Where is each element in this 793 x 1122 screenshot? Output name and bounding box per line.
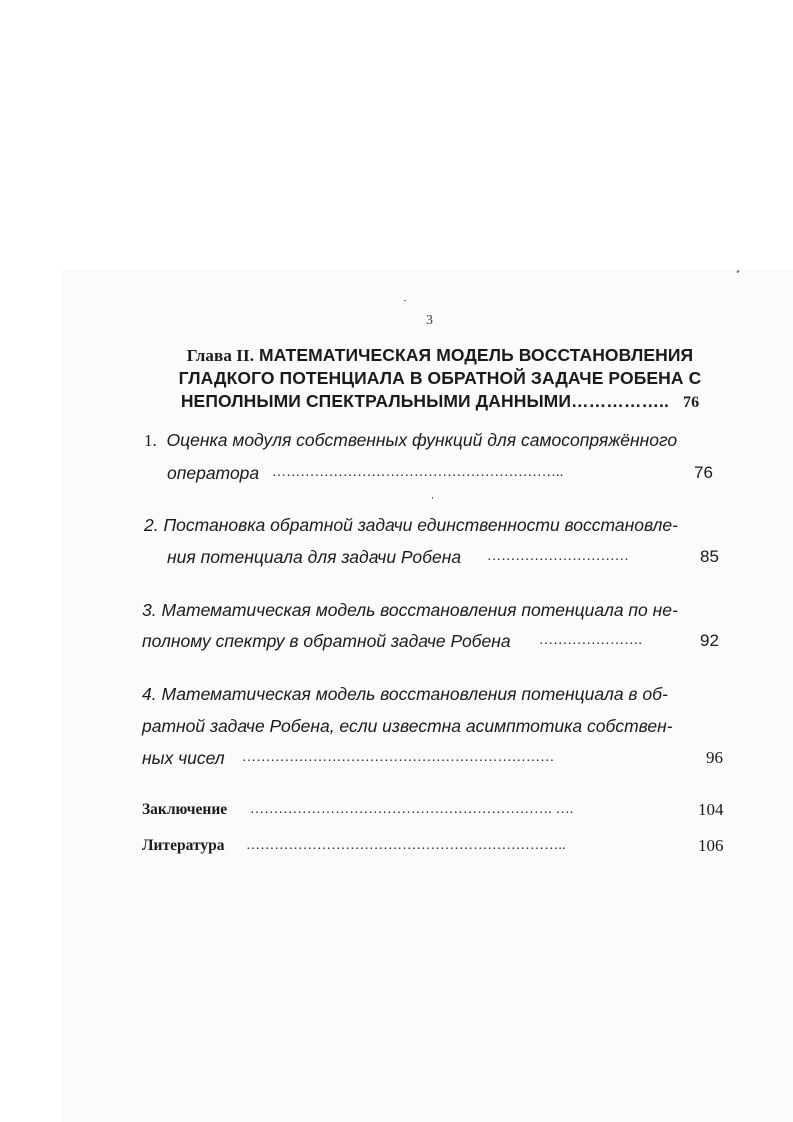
page-ref: 76	[694, 463, 713, 482]
page-ref: 85	[700, 547, 719, 566]
dot-leader: ……………………………………………………..	[272, 465, 564, 480]
section-title-line: ния потенциала для задачи Робена	[167, 547, 462, 567]
toc-entry-1-line-2[interactable]	[167, 463, 259, 483]
conclusion-label: Заключение	[142, 801, 228, 818]
chapter-heading-line-3	[150, 390, 730, 414]
section-title-line: оператора	[167, 463, 260, 483]
toc-entry-4-line-2[interactable]	[142, 716, 673, 736]
toc-entry-2-line-2[interactable]	[167, 547, 461, 567]
section-title-line: Постановка обратной задачи единственности восстановле-	[163, 515, 678, 535]
chapter-leader: ……………..	[571, 391, 669, 411]
toc-entry-3-line-1[interactable]	[142, 600, 678, 620]
section-number: 2.	[144, 515, 159, 535]
literature-label: Литература	[142, 837, 225, 854]
chapter-title-line-2: ГЛАДКОГО ПОТЕНЦИАЛА В ОБРАТНОЙ ЗАДАЧЕ РОБЕНА С	[178, 368, 702, 388]
section-title-line: Оценка модуля собственных функций для самосопряжённого	[166, 430, 678, 450]
chapter-title-line-3: НЕПОЛНЫМИ СПЕКТРАЛЬНЫМИ ДАННЫМИ	[180, 391, 572, 411]
dot-leader: ………………….	[539, 633, 643, 648]
scan-speck	[432, 497, 433, 499]
chapter-page: 76	[682, 394, 700, 411]
toc-entry-4-line-3[interactable]	[142, 748, 225, 768]
dot-leader: …………………………………………………………	[242, 750, 555, 765]
section-title-line: ратной задаче Робена, если известна асимптотика собствен-	[142, 716, 673, 736]
page-ref: 106	[698, 836, 724, 855]
section-number: 3.	[142, 600, 157, 620]
section-title-line: ных чисел	[142, 748, 225, 768]
page-ref: 92	[700, 631, 719, 650]
page-ref: 104	[698, 800, 724, 819]
toc-entry-1-line-1[interactable]	[144, 430, 677, 451]
page-ref: 96	[706, 748, 723, 767]
section-number: 4.	[142, 684, 157, 704]
toc-literature[interactable]	[142, 836, 224, 856]
chapter-heading	[150, 344, 730, 414]
dot-leader: …………………………	[487, 549, 629, 564]
chapter-heading-line-1	[150, 344, 730, 367]
dot-leader: …………………………………………………………..	[246, 838, 566, 853]
chapter-title-line-1: МАТЕМАТИЧЕСКАЯ МОДЕЛЬ ВОССТАНОВЛЕНИЯ	[259, 345, 694, 365]
toc-entry-3-line-2[interactable]	[142, 631, 511, 651]
page-number: 3	[426, 313, 433, 328]
toc-entry-4-line-1[interactable]	[142, 684, 668, 704]
chapter-label: Глава II.	[186, 346, 255, 365]
section-title-line: Математическая модель восстановления потенциала по не-	[161, 600, 678, 620]
section-title-line: полному спектру в обратной задаче Робена	[142, 631, 511, 651]
scan-speck	[404, 300, 406, 301]
section-number: 1.	[144, 431, 157, 450]
section-title-line: Математическая модель восстановления потенциала в об-	[161, 684, 668, 704]
toc-entry-2-line-1[interactable]	[144, 515, 678, 535]
dot-leader: ………………………………………………………. ….	[250, 802, 574, 817]
toc-conclusion[interactable]	[142, 800, 227, 820]
